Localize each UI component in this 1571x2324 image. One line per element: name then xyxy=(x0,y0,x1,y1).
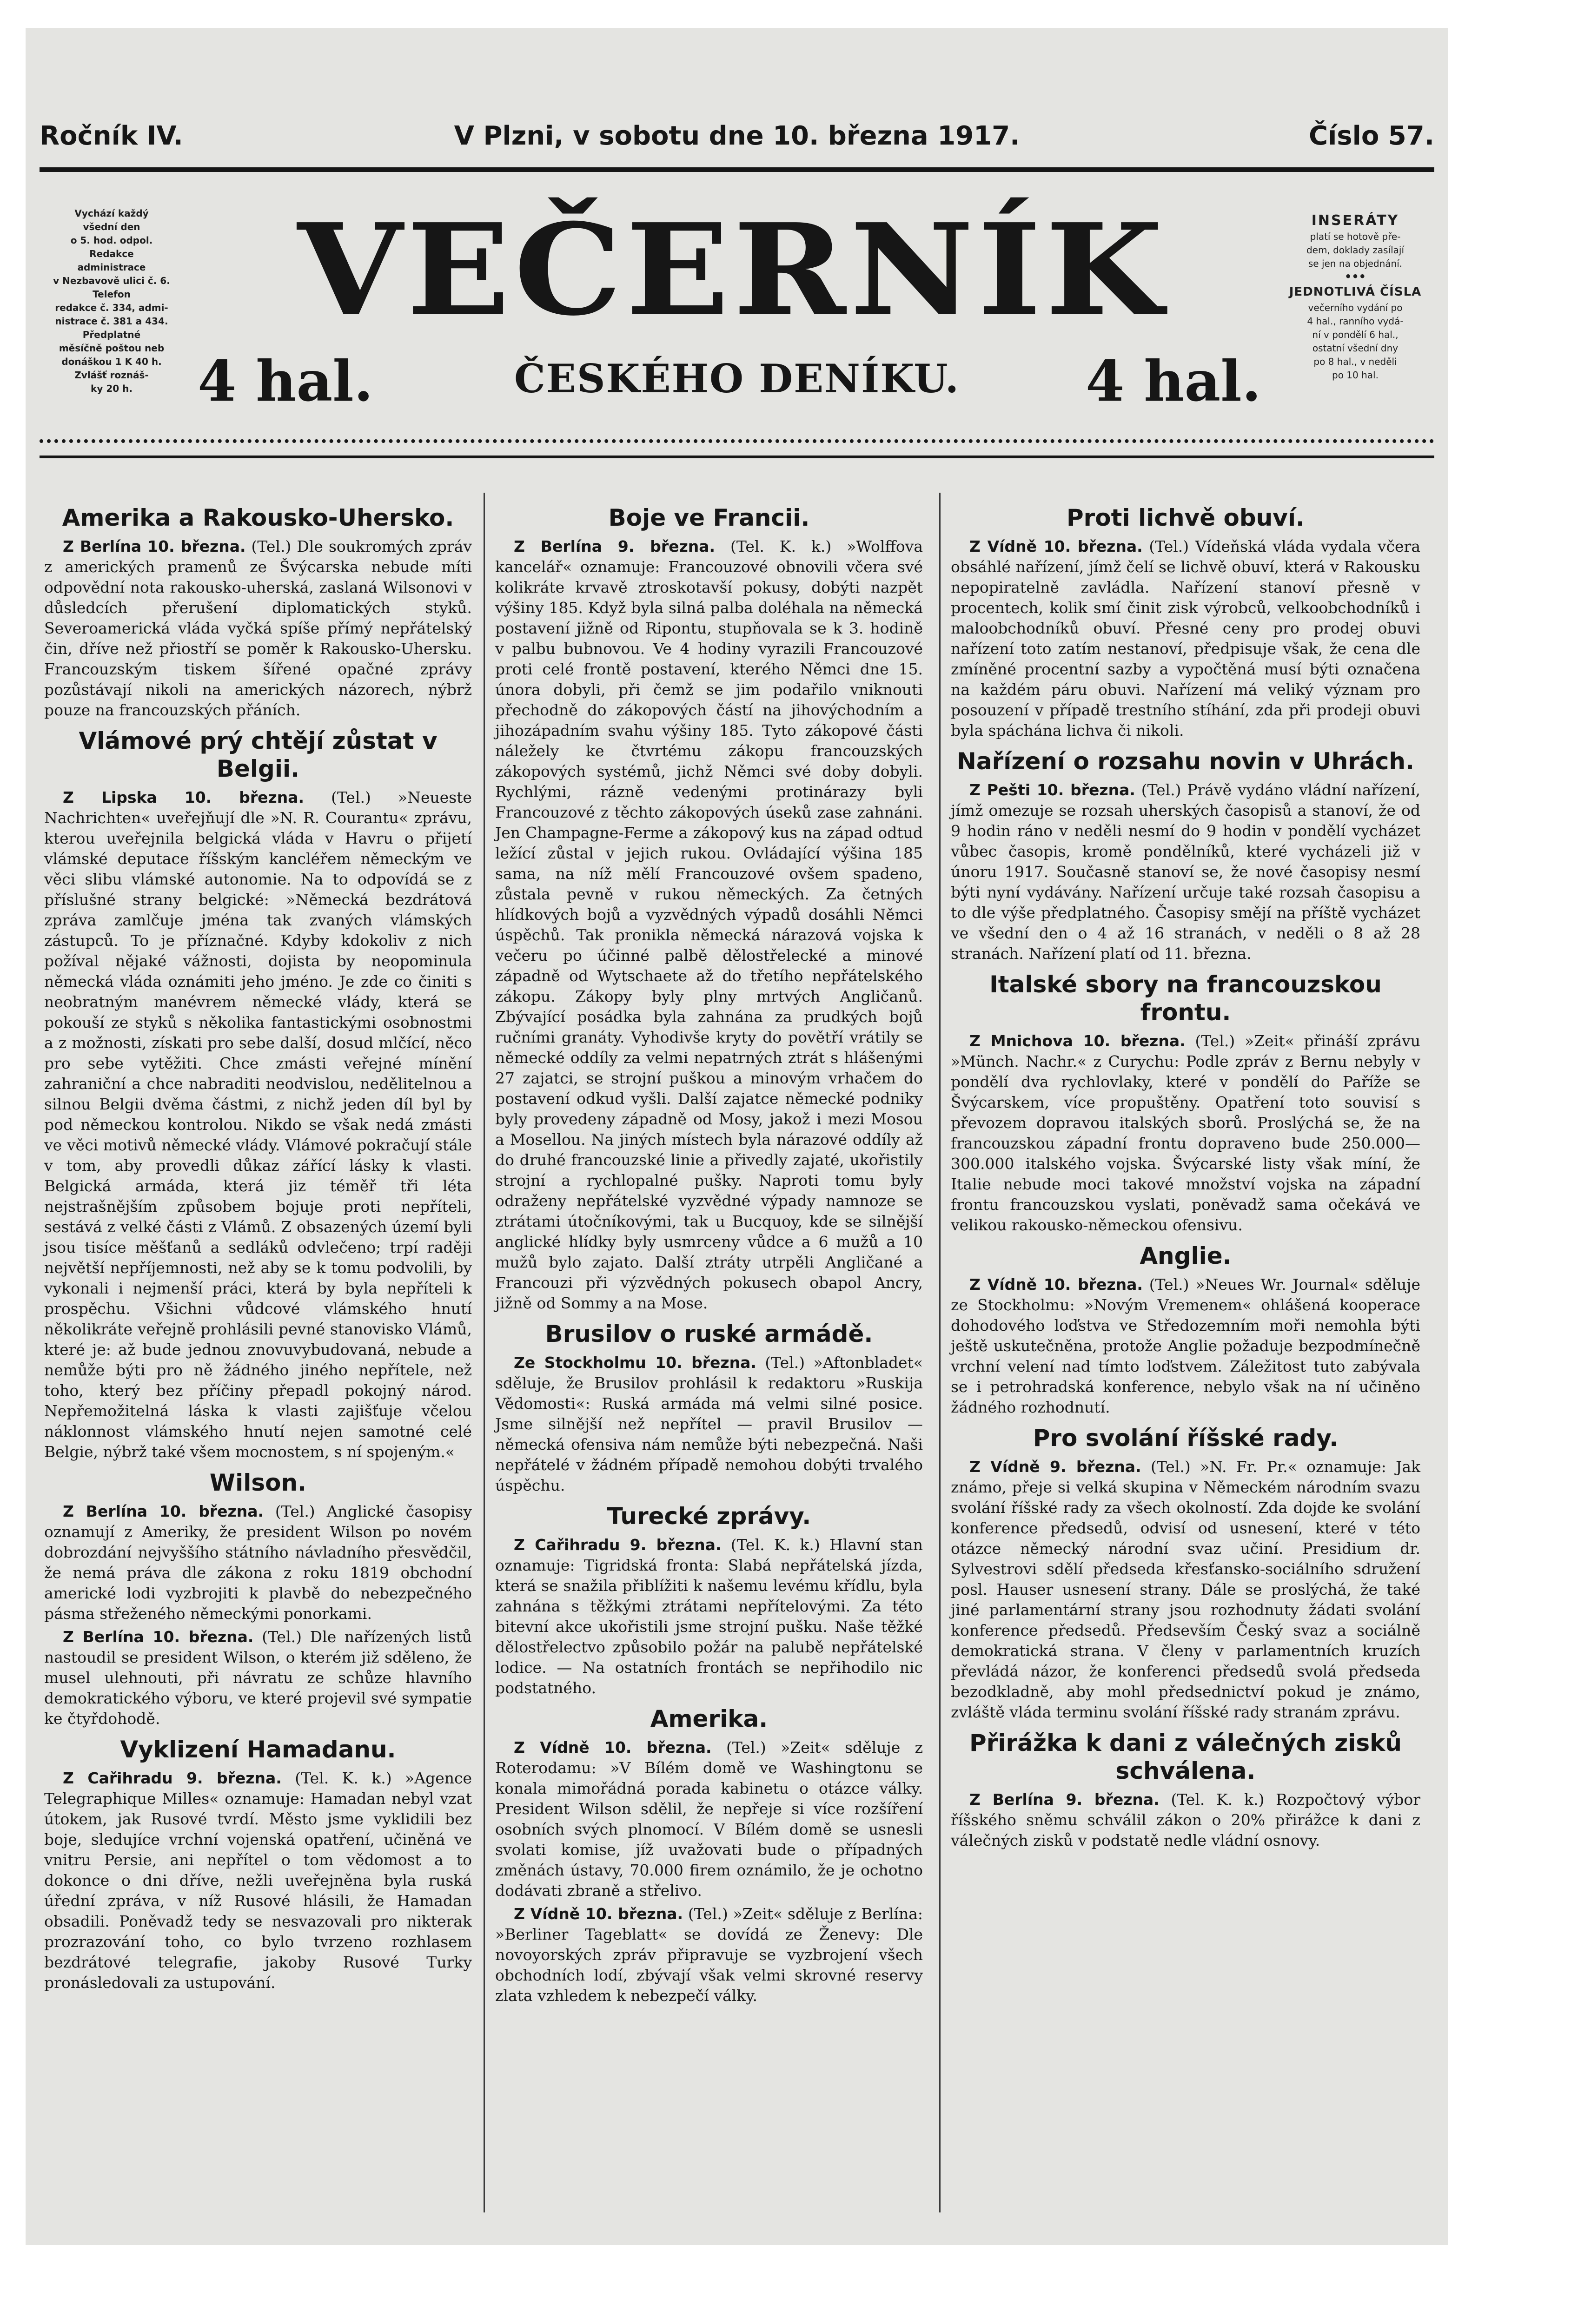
article-headline: Wilson. xyxy=(209,1469,307,1496)
article-paragraph xyxy=(44,536,472,720)
article-headline: Amerika. xyxy=(650,1705,768,1732)
publisher-line: administrace xyxy=(77,262,146,273)
article-headline: Italské sbory na francouzskou frontu. xyxy=(989,971,1382,1026)
article-paragraph xyxy=(495,536,923,1314)
article-text: (Tel.) Dle nařízených listů nastoudil se president Wilson, o kterém již sděleno, že musel ulehnouti, při návratu ze schůze hlavního demokratického výboru, ve které projevil své sympatie ke čtyřdohodě. xyxy=(44,1628,472,1728)
dateline: Z Cařihradu 9. března. xyxy=(63,1769,282,1787)
dateline: Z Berlína 10. března. xyxy=(63,1628,254,1646)
price-left: 4 hal. xyxy=(198,349,373,414)
ads-line: dem, doklady zasílají xyxy=(1306,244,1405,256)
publisher-line: Telefon xyxy=(93,289,131,300)
ads-line: se jen na objednání. xyxy=(1308,258,1403,269)
article-text: (Tel. K. k.) »Wolffova kancelář« oznamuje: Francouzové obnovili včera své kolikráte krvavě ztroskotavší pokusy, dobýti nazpět výšiny 185. Když byla silná palba doléhala na německá postavení jižně od Ripontu, stupňovala se k 3. hodině v palbu bubnovou. Ve 4 hodiny vyrazili Francouzové proti celé frontě postavení, kterého Němci dne 15. února dobyli, při čemž se jim podařilo vniknouti přechodně do zákopových částí na jihovýchodním a jihozápadním svahu výšiny 185. Tyto zákopové části náležely ke čtvrtému zákopu francouzských zákopových systémů, jichž Němci své doby dobyli. Rychlými, rázně vedenými protinárazy byli Francouzové z těchto zákopových úseků zase zahnáni. Jen Champagne-Ferme a zákopový kus na západ odtud ležící zůstal v jejich rukou. Ovládající výšina 185 sama, na níž mělí Francouzové ovšem spadeno, zůstala pevně v rukou německých. Za četných hlídkových bojů a vyzvědných výpadů dosáhli Němci úspěchů. Tak pronikla německá nárazová vojska k večeru po účinné palbě dělostřelecké a minové západně od Wytschaete až do třetího nepřátelského zákopu. Zákopy byly plny mrtvých Angličanů. Zbývající posádka byla zahnána za prudkých bojů ručními granáty. Vyhodivše kryty do povětří vrátily se německé oddíly za velmi nepatrných ztrát s hlášenými 27 zajatci, se strojní puškou a minovým vrhačem do postavení odkud vyšli. Další zajatce německé podniky byly provedeny západně od Mosy, jakož i mezi Mosou a Mosellou. Na jiných místech byla nárazové oddíly až do druhé francouzské linie a přivedly zajaté, ukořistily strojní a rychlopalné pušky. Naproti tomu byly odraženy nepřátelské vyzvědné výpady namnoze se ztrátami útočníkovými, tak u Bucquoy, kde se silnější anglické hlídky byly usmrceny vůdce a 6 mužů a 10 mužů bylo zajato. Další ztráty utrpěli Angličané a Francouzi při výzvědných pokusech obapol Ancry, jižně od Sommy a na Mose. xyxy=(495,537,923,1312)
publisher-line: ky 20 h. xyxy=(91,383,133,394)
publisher-line: všední den xyxy=(83,221,140,232)
single-copies-line: ostatní všední dny xyxy=(1312,343,1399,354)
article-paragraph xyxy=(951,1789,1420,1851)
article-paragraph xyxy=(495,1535,923,1698)
article-paragraph xyxy=(951,1274,1420,1418)
article-text: (Tel.) »Neues Wr. Journal« sděluje ze Stockholmu: »Novým Vremenem« ohlášená kooperace dohodového loďstva ve Středozemním moři nemohla býti ještě uskutečněna, protože Anglie požaduje bezpodmínečně vrchní velení nad tímto loďstvem. Záležitost tuto zabývala se i petrohradská konference, nebylo však na ní učiněno žádného rozhodnutí. xyxy=(951,1275,1420,1416)
dateline: Z Vídně 10. března. xyxy=(514,1738,712,1756)
article-headline: Nařízení o rozsahu novin v Uhrách. xyxy=(956,748,1414,775)
single-copies-line: ní v pondělí 6 hal., xyxy=(1312,329,1399,340)
article-paragraph xyxy=(951,536,1420,741)
article-text: (Tel.) »Zeit« sděluje z Roterodamu: »V Bílém domě ve Washingtonu se konala mimořádná porada kabinetu o otázce války. President Wilson sdělil, že nepřeje si více rozšíření osobních svých plnomocí. V Bílém domě se usnesli svolati komise, jíž uvažovati bude o případných změnách ústavy, 70.000 firem oznámilo, že je ochotno dodávati zbraně a střelivo. xyxy=(495,1738,923,1900)
dateline: Z Berlína 9. března. xyxy=(514,537,716,555)
publisher-line: měsíčně poštou neb xyxy=(59,343,165,354)
article-headline: Proti lichvě obuví. xyxy=(1067,504,1305,531)
publisher-line: v Nezbavově ulici č. 6. xyxy=(53,275,170,286)
article-paragraph xyxy=(44,1627,472,1729)
article-paragraph xyxy=(495,1904,923,2006)
top-rule xyxy=(40,167,1434,172)
column-divider xyxy=(484,493,485,2212)
dateline: Z Vídně 10. března. xyxy=(969,1275,1143,1294)
article-text: (Tel.) »Zeit« přináší zprávu »Münch. Nachr.« z Curychu: Podle zpráv z Bernu nebyly v pondělí dva rychlovlaky, které v pondělí do Paříže se Švýcarskem, více propuštěny. Opatření toto souvisí s převozem dopravou italských sborů. Proslýchá se, že na francouzskou západní frontu dopraveno bude 250.000—300.000 italského vojska. Švýcarské listy však míní, že Italie nebude moci takové množství vojska na západní frontu francouzskou vyslati, poněvadž sama očekává ve velikou rakousko-německou ofensivu. xyxy=(951,1032,1420,1234)
publisher-line: nistrace č. 381 a 434. xyxy=(55,316,168,327)
single-copies-line: 4 hal., ranního vydá- xyxy=(1307,316,1404,327)
article-text: (Tel.) Dle soukromých zpráv z amerických pramenů ze Švýcarska nebude míti odpovědní nota rakousko-uherská, zaslaná Wilsonovi v důsledcích přerušení diplomatických styků. Severoamerická vláda vyčká spíše přímý nepřátelský čin, dříve než přiostří se poměr k Rakousko-Uhersku. Francouzským tiskem šířené opačné zprávy pozůstávají nikoli na amerických názorech, nýbrž pouze na francouzských přáních. xyxy=(44,537,472,719)
single-copies-line: po 10 hal. xyxy=(1332,370,1379,381)
publisher-line: Vychází každý xyxy=(74,208,149,219)
dateline: Z Mnichova 10. března. xyxy=(969,1032,1186,1050)
article-headline: Anglie. xyxy=(1140,1242,1232,1269)
single-copies-line: večerního vydání po xyxy=(1308,302,1403,313)
article-text: (Tel.) »N. Fr. Pr.« oznamuje: Jak známo, přeje si velká skupina v Německém národním svazu svolání říšské rady za všech okolností. Zda dojde ke svolání konference předsedů, odvisí od usnesení, které v této otázce německý národní svaz učiní. Presidium dr. Sylvestrovi sdělí předseda křesťansko-sociálního sdružení posl. Hauser usnesení strany. Dále se proslýchá, že také jiné parlamentární strany jsou rozhodnuty žádati svolání konference předsedů. Předsevším Český svaz a sociálně demokratická strana. V členy v parlamentních kruzích převládá názor, že konferenci předsedů svolá předseda bezodkladně, aby mohl předsednictví pokud je známo, zvláště vláda terminu svolání říšské rady stranám zprávu. xyxy=(951,1458,1420,1721)
newspaper-title: VEČERNÍK xyxy=(297,196,1167,343)
dateline: Z Vídně 9. března. xyxy=(969,1458,1141,1476)
publisher-line: Zvlášť roznáš- xyxy=(74,370,149,381)
publisher-line: donáškou 1 K 40 h. xyxy=(61,356,162,367)
publisher-line: redakce č. 334, admi- xyxy=(55,302,168,313)
publisher-line: Předplatné xyxy=(82,329,141,340)
article-headline: Brusilov o ruské armádě. xyxy=(545,1320,873,1347)
single-copies-heading: JEDNOTLIVÁ ČÍSLA xyxy=(1289,285,1422,299)
article-text: (Tel. K. k.) Rozpočtový výbor říšského sněmu schválil zákon o 20% přirážce k dani z válečných zisků v podstatě nedle vládní osnovy. xyxy=(951,1790,1420,1849)
article-text: (Tel.) »Zeit« sděluje z Berlína: »Berliner Tageblatt« se dovídá ze Ženevy: Dle novoyorských zpráv připravuje se vyzbrojení všech obchodních lodí, zbývají však velmi skrovné reservy zlata vzhledem k nebezpečí války. xyxy=(495,1905,923,2005)
column-1 xyxy=(44,497,472,1996)
article-paragraph xyxy=(495,1737,923,1901)
single-copies-line: po 8 hal., v neděli xyxy=(1313,356,1397,367)
article-paragraph xyxy=(44,1768,472,1993)
dateline: Z Pešti 10. března. xyxy=(969,781,1135,799)
article-headline: Vlámové prý chtějí zůstat v Belgii. xyxy=(79,727,437,782)
article-text: (Tel.) »Neueste Nachrichten« uveřejňují dle »N. R. Courantu« zprávu, kterou uveřejnila belgická vláda v Havru o přijetí vlámské deputace říšským kancléřem německým ve věci slibu vlámské autonomie. Na to odpovídá se z příslušné strany belgické: »Německá bezdrátová zpráva zamlčuje jména tak zvaných vlámských zástupců. To je příznačné. Kdyby kdokoliv z nich požíval nějaké vážnosti, dojista by neopominula německá vláda oznámiti jeho jméno. Je zde co činiti s neobratným manévrem německé vlády, která se pokouší ze styků s několika fantastickými osobnostmi a z možnosti, získati pro sebe další, dosud mlčící, něco pro sebe vytěžiti. Chce zmásti veřejné mínění zahraniční a chce nabraditi neodvislou, nedělitelnou a silnou Belgii dvěma částmi, z nichž jeden díl byl by pod německou kontrolou. Nikdo se však nedá zmásti ve věci motivů německé vlády. Vlámové pokračují stále v tom, aby provedli důkaz zářící lásky k vlasti. Belgická armáda, která jiz téměř tři léta nejstrašnějším způsobem bojuje proti nepříteli, sestává z velké části z Vlámů. Z obsazených území byli jsou tisíce měšťanů a sedláků odvlečeno; trpí raději největší nepříjemnosti, než aby se k tomu podvolili, by vykonali i nejmenší práci, která by byla nepříteli k prospěchu. Všichni vůdcové vlámského hnutí několikráte veřejně prohlásili pevné stanovisko Vlámů, které je: až bude jednou znovuvybudovaná, nebude a nemůže býti pro ně žádného jiného nepřítele, než toho, který bez příčiny přepadl pokojný národ. Nepřemožitelná láska k vlasti zajišťuje včelou náklonnost vlámského hnutí nejen samotné celé Belgie, nýbrž také všem mocnostem, s ní spojeným.« xyxy=(44,788,472,1461)
article-paragraph xyxy=(951,1031,1420,1235)
article-text: (Tel.) »Aftonbladet« sděluje, že Brusilov prohlásil k redaktoru »Ruskija Vědomosti«: Ruská armáda má velmi silné posice. Jsme silnější než nepřítel — pravil Brusilov — německá ofensiva nám nemůže býti nebezpečná. Naši nepřátelé v žádném případě nemohou dobýti trvalého úspěchu. xyxy=(495,1353,923,1494)
column-3 xyxy=(951,497,1420,1854)
issue-number: Číslo 57. xyxy=(1309,121,1434,151)
article-paragraph xyxy=(495,1353,923,1496)
dateline: Z Berlína 10. března. xyxy=(63,537,246,555)
dateline: Z Cařihradu 9. března. xyxy=(514,1536,722,1554)
dateline-bar xyxy=(40,121,1434,161)
dateline: Z Berlína 9. března. xyxy=(969,1790,1160,1809)
dateline: Z Lipska 10. března. xyxy=(63,788,305,806)
article-paragraph xyxy=(951,1457,1420,1723)
newspaper-subtitle: ČESKÉHO DENÍKU. xyxy=(514,356,960,402)
article-headline: Přirážka k dani z válečných zisků schválena. xyxy=(969,1730,1402,1784)
article-paragraph xyxy=(44,787,472,1462)
volume-label: Ročník IV. xyxy=(40,121,183,151)
dateline: Z Berlína 10. března. xyxy=(63,1502,264,1520)
column-2 xyxy=(495,497,923,2009)
article-text: (Tel.) Právě vydáno vládní nařízení, jímž omezuje se rozsah uherských časopisů a stanoví, že od 9 hodin ráno v neděli nesmí do 9 hodin v pondělí vycházet vůbec časopis, kromě pondělníků, které vycházeli již v únoru 1917. Současně stanoví se, že nové časopisy nesmí býti nyní vydávány. Nařízení určuje také rozsah časopisu a to dle výše předplatného. Časopisy smějí na příště vycházet ve všední den o 4 až 16 stranách, v neděli o 8 až 28 stranách. Nařízení platí od 11. března. xyxy=(951,781,1420,963)
article-headline: Amerika a Rakousko-Uhersko. xyxy=(62,504,454,531)
article-text: (Tel. K. k.) Hlavní stan oznamuje: Tigridská fronta: Slabá nepřátelská jízda, která se snažila přiblížiti k našemu levému křídlu, byla zahnána s těžkými ztrátami nepřítelovými. Za této bitevní akce ukořistili jsme strojní pušku. Naše těžké dělostřelectvo způsobilo požár na palubě nepřátelské lodice. — Na ostatních frontách se nepřihodilo nic podstatného. xyxy=(495,1536,923,1697)
article-paragraph xyxy=(44,1501,472,1624)
masthead-bottom-rule xyxy=(40,456,1434,458)
place-date: V Plzni, v sobotu dne 10. března 1917. xyxy=(454,121,1020,151)
article-text: (Tel. K. k.) »Agence Telegraphique Milles« oznamuje: Hamadan nebyl vzat útokem, jak Rusové tvrdí. Město jsme vyklidili bez boje, sledujíce vrchní vojenská opatření, učiněná ve vnitru Persie, ani nepřítel o tom vědomost a to dokonce o dni dříve, nežli uveřejněna byla ruská úřední zpráva, v níž Rusové hlásili, že Hamadan obsadili. Poněvadž tedy se nesvazovali pro nikterak prozrazování toho, co bylo tvrzeno rozhlasem bezdrátové telegrafie, jakoby Rusové Turky pronásledovali za ustupování. xyxy=(44,1769,472,1992)
article-headline: Pro svolání říšské rady. xyxy=(1033,1425,1339,1452)
dateline: Ze Stockholmu 10. března. xyxy=(514,1353,756,1372)
article-paragraph xyxy=(951,780,1420,964)
article-text: (Tel.) Vídeňská vláda vydala včera obsáhlé nařízení, jímž čelí se lichvě obuví, která v Rakousku nepopiratelně zavládla. Nařízení stanoví přesně v procentech, kolik smí činit zisk výrobců, velkoobchodníků i maloobchodníků obuví. Přesné ceny pro prodej obuvi nařízení toto zatím nestanoví, předpisuje však, že cena dle zmíněné procentní sazby a vypočtěná musí býti označena na každém páru obuvi. Nařízení má veliký význam pro posouzení v případě trestního stíhání, zda při prodeji obuvi byla spáchána lichva či nikoli. xyxy=(951,537,1421,739)
dateline: Z Vídně 10. března. xyxy=(514,1905,683,1923)
article-headline: Vyklizení Hamadanu. xyxy=(120,1736,396,1763)
dateline: Z Vídně 10. března. xyxy=(969,537,1143,555)
article-headline: Turecké zprávy. xyxy=(607,1503,811,1530)
ads-line: platí se hotově pře- xyxy=(1310,231,1401,242)
newspaper-page xyxy=(26,28,1448,2245)
publisher-line: Redakce xyxy=(89,248,134,259)
ads-heading: INSERÁTY xyxy=(1311,212,1399,229)
masthead-dotted-rule xyxy=(40,439,1434,449)
price-right: 4 hal. xyxy=(1086,349,1261,414)
publisher-line: o 5. hod. odpol. xyxy=(70,235,153,246)
ads-separator: ••• xyxy=(1344,270,1366,283)
column-divider xyxy=(939,493,941,2212)
article-text: (Tel.) Anglické časopisy oznamují z Ameriky, že president Wilson po novém dobrozdání nejvyššího státního návladního přesvědčil, že nemá práva dle zákona z roku 1819 obchodní americké lodi vyzbrojiti k plavbě do nebezpečného pásma střeženého německými ponorkami. xyxy=(44,1502,472,1623)
article-headline: Boje ve Francii. xyxy=(608,504,810,531)
